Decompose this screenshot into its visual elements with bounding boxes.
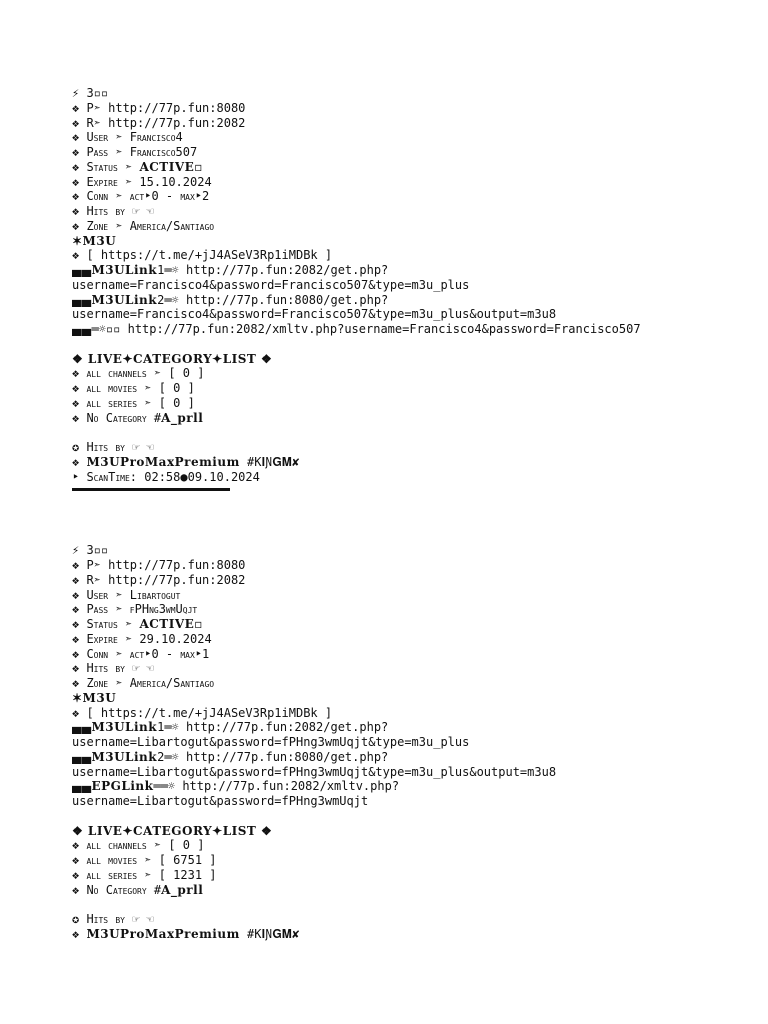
brand-name: M3UProMaxPremium xyxy=(86,926,240,941)
portal-r: ❖ R➣ http://77p.fun:2082 xyxy=(72,572,246,587)
block-title: ⚡ 3▫▫ xyxy=(72,86,109,100)
channels-count: ❖ all channels ➣ [ 0 ] xyxy=(72,366,205,381)
no-category-line xyxy=(72,411,732,426)
m3u-link-2-url: 2═☼ http://77p.fun:8080/get.php? xyxy=(157,749,389,764)
hits-line: ❖ Hits by ☞ ☜ xyxy=(72,661,154,676)
status-value: ACTIVE▫ xyxy=(139,617,203,631)
m3u-link-2-label: ▄▄M3ULink xyxy=(72,749,158,764)
m3u-link-1 xyxy=(72,263,732,278)
password-line: ❖ Pass ➣ Francisco507 xyxy=(72,145,198,159)
no-category-tag: 𝐀_𝐩𝐫𝐥𝐥 xyxy=(161,882,204,897)
m3u-link-2-continuation: username=Francisco4&password=Francisco507&type=m3u_plus&output=m3u8 xyxy=(72,307,557,322)
epg-link-label: ▄▄EPGLink xyxy=(72,779,154,794)
spacer xyxy=(72,337,732,352)
epg-link-url: ══☼ http://77p.fun:2082/xmltv.php? xyxy=(153,779,400,794)
account-block-1 xyxy=(72,86,732,491)
telegram-link: ❖ [ https://t.me/+jJ4ASeV3Rp1iMDBk ] xyxy=(72,705,333,720)
epg-link xyxy=(72,322,732,337)
m3u-link-2-continuation: username=Libartogut&password=fPHng3wmUqjt&type=m3u_plus&output=m3u8 xyxy=(72,764,557,779)
zone-line: ❖ Zone ➣ America/Santiago xyxy=(72,676,215,690)
brand-line xyxy=(72,927,732,942)
m3u-link-1-continuation: username=Francisco4&password=Francisco507&type=m3u_plus xyxy=(72,277,470,292)
category-header: ❖ LIVE✦CATEGORY✦LIST ❖ xyxy=(72,823,273,838)
divider-rule xyxy=(72,488,230,491)
m3u-header: ✶M3U xyxy=(72,690,117,705)
brand-line xyxy=(72,455,732,470)
no-category-line xyxy=(72,883,732,898)
expire-line: ❖ Expire ➣ 29.10.2024 xyxy=(72,631,212,646)
block-spacer xyxy=(72,495,732,543)
epg-link-url: ═☼▫▫ http://77p.fun:2082/xmltv.php?username=Francisco4&password=Francisco507 xyxy=(91,322,641,336)
no-category-tag: 𝐀_𝐩𝐫𝐥𝐥 xyxy=(161,410,204,425)
portal-r: ❖ R➣ http://77p.fun:2082 xyxy=(72,115,246,130)
m3u-link-1-url: 1═☼ http://77p.fun:2082/get.php? xyxy=(157,720,389,735)
m3u-link-2-label: ▄▄M3ULink xyxy=(72,292,158,307)
channels-count: ❖ all channels ➣ [ 0 ] xyxy=(72,838,205,853)
m3u-link-1 xyxy=(72,720,732,735)
status-line xyxy=(72,617,732,632)
hits-line: ❖ Hits by ☞ ☜ xyxy=(72,204,154,218)
document-body xyxy=(72,86,732,942)
m3u-link-2-url: 2═☼ http://77p.fun:8080/get.php? xyxy=(157,292,389,307)
status-label: ❖ Status ➣ xyxy=(72,617,140,631)
portal-p: ❖ P➣ http://77p.fun:8080 xyxy=(72,558,246,572)
expire-line: ❖ Expire ➣ 15.10.2024 xyxy=(72,174,212,189)
zone-line: ❖ Zone ➣ America/Santiago xyxy=(72,218,215,233)
brand-tag: #K𝐈Ɲ𝐆𝐌✘ xyxy=(239,454,300,469)
brand-name: M3UProMaxPremium xyxy=(86,454,240,469)
block-title: ⚡ 3▫▫ xyxy=(72,543,109,558)
epg-link-label: ▄▄ xyxy=(72,322,92,336)
movies-count: ❖ all movies ➣ [ 6751 ] xyxy=(72,853,217,867)
spacer xyxy=(72,809,732,824)
account-block-2 xyxy=(72,543,732,941)
username-line: ❖ User ➣ Libartogut xyxy=(72,587,181,602)
spacer xyxy=(72,425,732,440)
movies-count: ❖ all movies ➣ [ 0 ] xyxy=(72,381,195,395)
brand-tag: #K𝐈Ɲ𝐆𝐌✘ xyxy=(239,926,300,941)
category-header: ❖ LIVE✦CATEGORY✦LIST ❖ xyxy=(72,351,273,366)
status-value: ACTIVE▫ xyxy=(139,159,203,174)
m3u-link-1-url: 1═☼ http://77p.fun:2082/get.php? xyxy=(157,263,389,277)
status-label: ❖ Status ➣ xyxy=(72,159,140,174)
epg-link-continuation: username=Libartogut&password=fPHng3wmUqjt xyxy=(72,794,369,808)
scan-time: ‣ ScanTime: 02:58●09.10.2024 xyxy=(72,469,260,484)
telegram-link: ❖ [ https://t.me/+jJ4ASeV3Rp1iMDBk ] xyxy=(72,248,333,263)
m3u-link-2 xyxy=(72,750,732,765)
status-line xyxy=(72,160,732,175)
m3u-link-2 xyxy=(72,293,732,308)
portal-p: ❖ P➣ http://77p.fun:8080 xyxy=(72,100,246,115)
m3u-header: ✶M3U xyxy=(72,233,117,248)
m3u-link-1-label: ▄▄M3ULink xyxy=(72,720,158,735)
connections-line: ❖ Conn ➣ act‣0 - max‣2 xyxy=(72,189,210,204)
brand-prefix: ❖ xyxy=(72,454,87,469)
epg-link xyxy=(72,779,732,794)
no-category-label: ❖ No Category # xyxy=(72,882,162,897)
username-line: ❖ User ➣ Francisco4 xyxy=(72,130,183,145)
m3u-link-1-continuation: username=Libartogut&password=fPHng3wmUqjt&type=m3u_plus xyxy=(72,735,470,749)
connections-line: ❖ Conn ➣ act‣0 - max‣1 xyxy=(72,646,210,661)
hits-footer: ✪ Hits by ☞ ☜ xyxy=(72,440,154,454)
series-count: ❖ all series ➣ [ 1231 ] xyxy=(72,867,217,882)
spacer xyxy=(72,897,732,912)
hits-footer: ✪ Hits by ☞ ☜ xyxy=(72,912,154,926)
no-category-label: ❖ No Category # xyxy=(72,410,162,425)
brand-prefix: ❖ xyxy=(72,926,87,941)
password-line: ❖ Pass ➣ fPHng3wmUqjt xyxy=(72,602,198,617)
m3u-link-1-label: ▄▄M3ULink xyxy=(72,263,158,277)
series-count: ❖ all series ➣ [ 0 ] xyxy=(72,395,195,410)
